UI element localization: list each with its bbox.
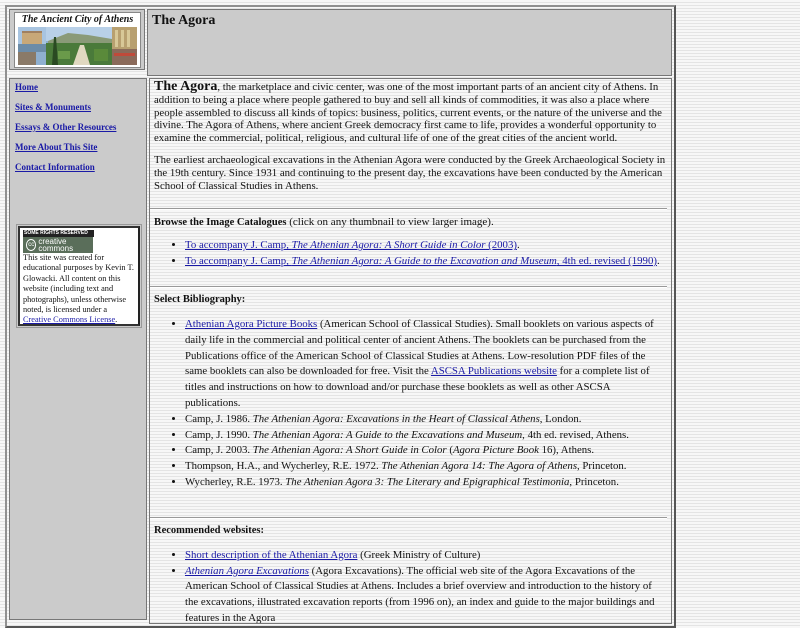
bib-author: Camp, J. 1990. <box>185 428 253 441</box>
bib-pub: , 4th ed. revised, Athens. <box>522 428 629 441</box>
bibliography-list <box>154 317 667 491</box>
websites-list <box>154 548 667 624</box>
list-item <box>185 317 667 412</box>
link-text: , 4th ed. revised (1990) <box>556 255 657 268</box>
link-title: Athenian Agora Excavations <box>185 564 309 577</box>
ministry-culture-link[interactable]: Short description of the Athenian Agora <box>185 548 358 561</box>
catalogues-list <box>154 238 667 270</box>
agora-excavations-link[interactable] <box>185 565 309 577</box>
logo-title: The Ancient City of Athens <box>21 14 134 25</box>
picture-books-text: (American School of Classical Studies). Small booklets on various aspects of daily life in the commercial and political center of ancient Athens. The booklets can be purchased from the Publications office of the American School of Classical Studies at Athens. Low-resolution PDF files of the same booklets can also be downloaded for free. Visit the <box>185 317 654 378</box>
list-item <box>185 412 667 428</box>
item-end: . <box>516 239 520 252</box>
page-title: The Agora <box>152 13 216 28</box>
divider <box>150 517 667 519</box>
catalogue-link-2003[interactable] <box>185 239 517 251</box>
nav-sites-monuments[interactable]: Sites & Monuments <box>15 102 91 112</box>
picture-books-text-2: for a complete list of titles and instructions on how to download and/or purchase these booklets as well as other ASCSA publications. <box>185 365 650 409</box>
cc-license-link[interactable]: Creative Commons License <box>23 315 116 325</box>
license-text: This site was created for educational purposes by Kevin T. Glowacki. All content on this website (including text and photographs), unless otherwise noted, is licensed under a <box>23 253 134 315</box>
nav-about-site[interactable]: More About This Site <box>15 142 98 152</box>
history-paragraph: The earliest archaeological excavations in the Athenian Agora were conducted by the Greek Archaeological Society in the 19th century. Since 1931 and continuing to the present day, the excavations have been conducted by the American School of Classical Studies in Athens. <box>154 153 666 192</box>
website-desc: (Agora Excavations). The official web site of the Agora Excavations of the American School of Classical Studies at Athens. Includes a brief overview and introduction to the history of the excavations, illustrated excavation reports (from 1996 on), an index and guide to the major buildings and features in the Agora <box>185 564 655 624</box>
bib-author: Thompson, H.A., and Wycherley, R.E. 1972. <box>185 460 382 473</box>
cc-logo-text: creative commons <box>38 237 74 253</box>
license-end: . <box>115 315 118 325</box>
bib-series: Agora Picture Book <box>452 444 539 457</box>
bib-pub: , London. <box>539 412 582 425</box>
list-item <box>185 459 667 475</box>
list-item <box>185 548 667 564</box>
bib-title: The Athenian Agora: Excavations in the Heart of Classical Athens <box>252 412 540 425</box>
header-row <box>8 8 673 77</box>
list-item <box>185 564 667 624</box>
bib-pub: , Princeton. <box>569 475 619 488</box>
bib-title: The Athenian Agora 14: The Agora of Athens <box>381 460 578 473</box>
nav-home[interactable]: Home <box>15 82 38 92</box>
bib-title: The Athenian Agora 3: The Literary and Epigraphical Testimonia <box>285 475 570 488</box>
nav-contact[interactable]: Contact Information <box>15 162 95 172</box>
creative-commons-badge[interactable] <box>23 230 135 253</box>
link-text: (2003) <box>485 239 517 252</box>
license-box <box>18 226 140 326</box>
list-item <box>185 443 667 459</box>
athens-photo-collage <box>18 27 137 65</box>
page-layout-table <box>5 5 676 628</box>
link-text: To accompany J. Camp, <box>185 255 292 268</box>
divider <box>150 208 667 210</box>
list-item <box>185 475 667 491</box>
list-item <box>185 428 667 444</box>
picture-books-link[interactable]: Athenian Agora Picture Books <box>185 317 318 330</box>
ascsa-publications-link[interactable]: ASCSA Publications website <box>430 365 557 378</box>
bibliography-heading: Select Bibliography: <box>154 293 246 305</box>
catalogue-link-1990[interactable] <box>185 255 657 267</box>
bib-mid: ( <box>446 444 453 457</box>
intro-lead: The Agora <box>154 79 218 94</box>
cc-logo <box>23 237 93 253</box>
websites-heading: Recommended websites: <box>154 524 264 536</box>
bib-title: The Athenian Agora: A Short Guide in Color <box>252 444 447 457</box>
catalogues-note: (click on any thumbnail to view larger image). <box>286 216 494 229</box>
list-item <box>185 238 667 254</box>
sidebar <box>9 78 147 620</box>
sidebar-nav <box>10 79 146 185</box>
link-title: The Athenian Agora: A Guide to the Excavation and Museum <box>291 255 557 268</box>
bib-author: Camp, J. 2003. <box>185 444 253 457</box>
divider <box>150 286 667 288</box>
website-desc: (Greek Ministry of Culture) <box>357 548 481 561</box>
intro-paragraph <box>154 81 667 145</box>
bib-author: Camp, J. 1986. <box>185 412 253 425</box>
bib-title: The Athenian Agora: A Guide to the Excavations and Museum <box>252 428 523 441</box>
bib-author: Wycherley, R.E. 1973. <box>185 475 286 488</box>
nav-essays-resources[interactable]: Essays & Other Resources <box>15 122 117 132</box>
bib-pub: 16), Athens. <box>538 444 595 457</box>
body-row <box>8 77 673 625</box>
item-end: . <box>656 255 660 268</box>
link-title: The Athenian Agora: A Short Guide in Color <box>291 239 486 252</box>
catalogues-label: Browse the Image Catalogues <box>154 217 287 229</box>
main-content <box>149 78 672 624</box>
bib-pub: , Princeton. <box>577 460 627 473</box>
intro-text: , the marketplace and civic center, was one of the most important parts of an ancient city of Athens. In addition to being a place where people gathered to buy and sell all kinds of commodities, it was also a place where people assembled to discuss all kinds of topics: business, politics, current events, or the nature of the universe and the divine. The Agora of Athens, where ancient Greek democracy first came to life, provides a wonderful opportunity to examine the commercial, political, religious, and cultural life of one of the great cities of the ancient world. <box>154 81 662 145</box>
cc-badge-top: SOME RIGHTS RESERVED <box>23 230 94 237</box>
catalogues-heading <box>154 216 667 228</box>
list-item <box>185 254 667 270</box>
title-cell <box>147 9 672 76</box>
logo-cell <box>9 9 145 70</box>
site-logo[interactable] <box>14 12 141 68</box>
link-text: To accompany J. Camp, <box>185 239 292 252</box>
cc-circle-icon: cc <box>26 239 36 251</box>
